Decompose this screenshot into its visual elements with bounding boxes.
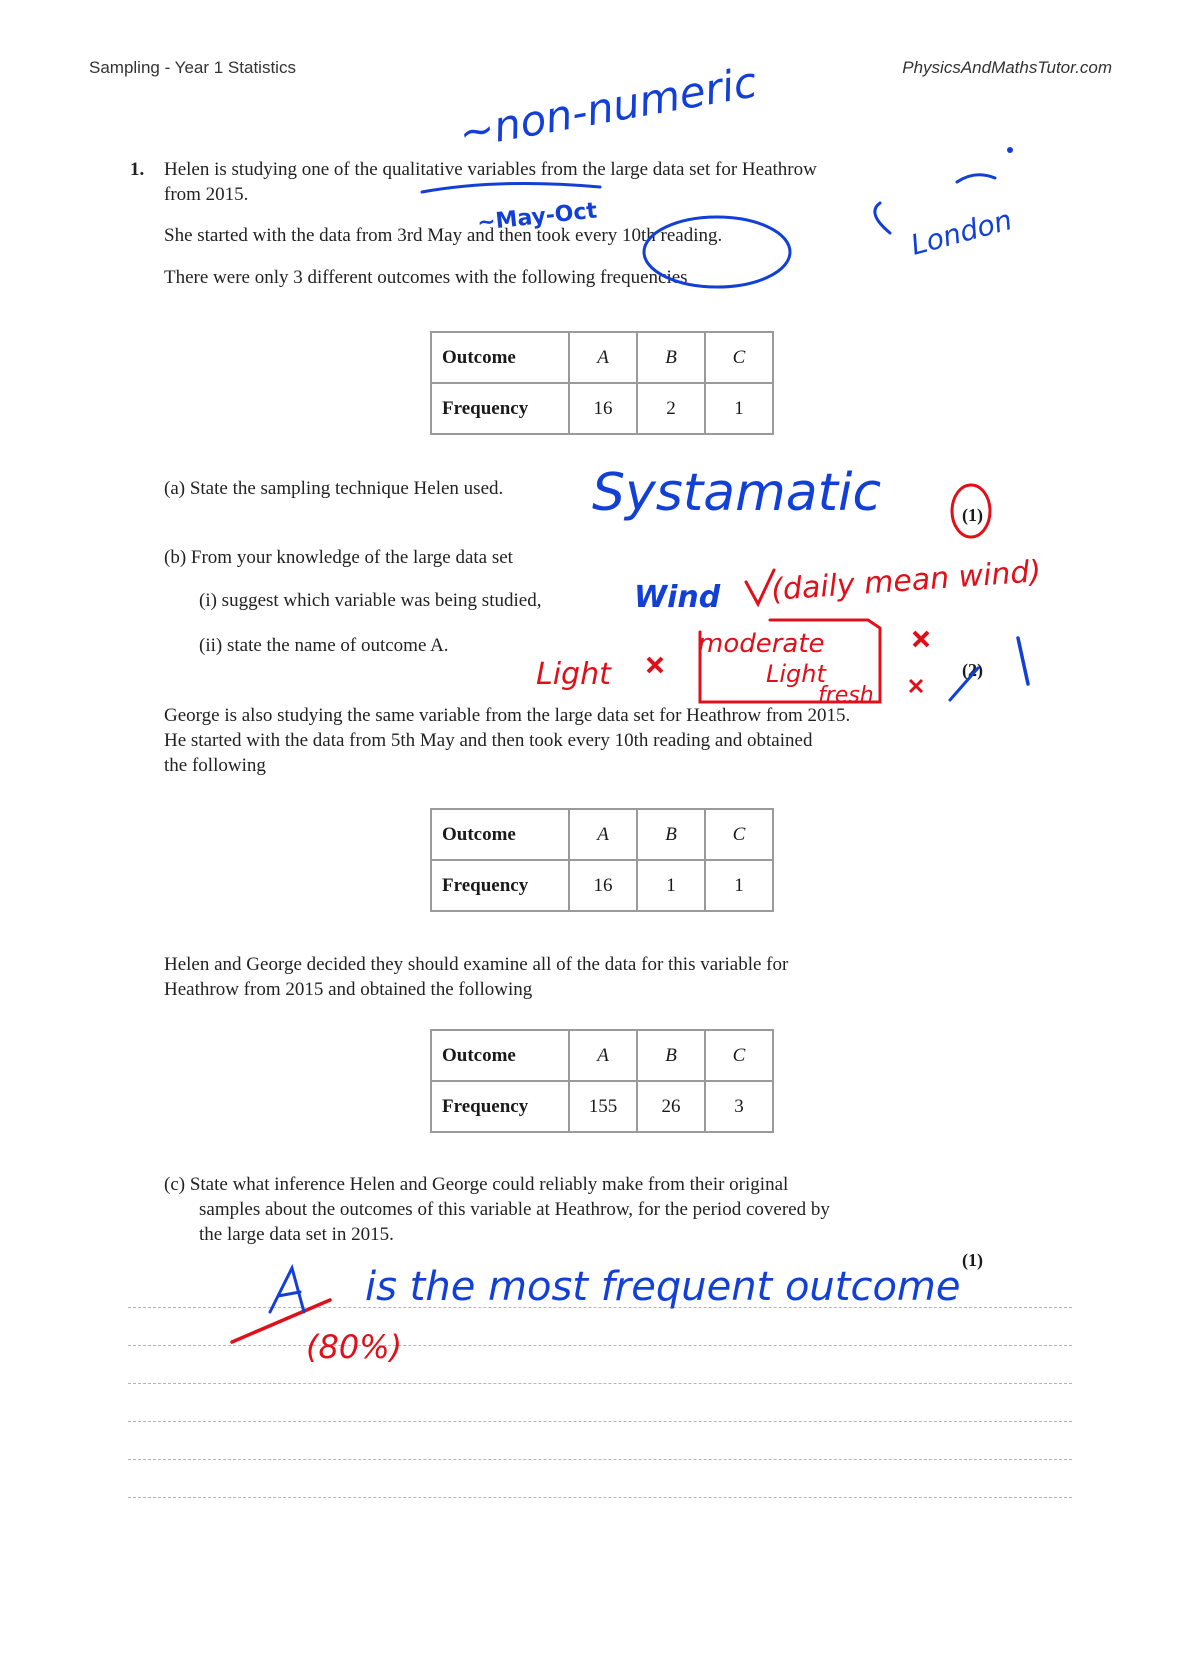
part-b-i: (i) suggest which variable was being studied, [199, 590, 542, 611]
table-cell: 2 [637, 383, 705, 434]
part-c-marks: (1) [962, 1250, 983, 1270]
annotation-daily-mean-wind: (daily mean wind) [770, 554, 1043, 608]
annotation-light: Light [766, 660, 826, 688]
answer-b-wind: Wind [634, 580, 721, 615]
table-cell: 1 [705, 383, 773, 434]
annotation-fresh: fresh [818, 683, 874, 708]
annotation-moderate: moderate [698, 629, 825, 659]
answer-b-light: Light [536, 657, 611, 692]
table-cell: 1 [705, 860, 773, 911]
table-cell: 16 [569, 383, 637, 434]
table-row-label: Frequency [431, 1081, 569, 1132]
part-a-marks: (1) [962, 505, 983, 525]
part-b-question: (b) From your knowledge of the large data set [164, 547, 513, 568]
intro-line-1: Helen is studying one of the qualitative variables from the large data set for Heathrow [164, 159, 817, 180]
answer-a-systematic: Systamatic [592, 463, 882, 523]
table-cell: B [637, 1030, 705, 1081]
part-c-line-2: samples about the outcomes of this variable at Heathrow, for the period covered by [199, 1199, 830, 1220]
table-cell: 3 [705, 1081, 773, 1132]
part-c-line-3: the large data set in 2015. [199, 1224, 394, 1245]
part-a-question: (a) State the sampling technique Helen used. [164, 478, 504, 499]
header-title: Sampling - Year 1 Statistics [89, 58, 296, 77]
part-b-marks: (2) [962, 660, 983, 680]
table-cell: A [569, 332, 637, 383]
table-row-label: Outcome [431, 332, 569, 383]
table-cell: C [705, 1030, 773, 1081]
circle-mark [644, 217, 790, 287]
table-cell: 155 [569, 1081, 637, 1132]
table-cell: B [637, 332, 705, 383]
annotation-london: London [907, 203, 1016, 262]
header-site: PhysicsAndMathsTutor.com [902, 58, 1112, 77]
table-row-label: Frequency [431, 860, 569, 911]
start-sentence: She started with the data from 3rd May and then took every 10th reading. [164, 225, 723, 246]
combined-line-2: Heathrow from 2015 and obtained the following [164, 979, 533, 1000]
george-line-2: He started with the data from 5th May and then took every 10th reading and obtained [164, 730, 813, 751]
marks-circle [952, 485, 990, 537]
annotation-non-numeric: ~non-numeric [455, 57, 761, 158]
george-line-1: George is also studying the same variable from the large data set for Heathrow from 2015. [164, 705, 851, 726]
table-row-label: Outcome [431, 1030, 569, 1081]
question-number: 1. [130, 159, 145, 180]
george-line-3: the following [164, 755, 266, 776]
mark-tally [1018, 638, 1028, 684]
answer-c-text: is the most frequent outcome [365, 1264, 961, 1310]
table-cell: A [569, 1030, 637, 1081]
answer-c-percent: (80%) [306, 1328, 403, 1366]
annotation-may-oct: ~May-Oct [476, 198, 599, 236]
underline-mark [422, 183, 600, 192]
part-b-ii: (ii) state the name of outcome A. [199, 635, 449, 656]
table-cell: 16 [569, 860, 637, 911]
table-cell: 26 [637, 1081, 705, 1132]
table-cell: B [637, 809, 705, 860]
outcomes-sentence: There were only 3 different outcomes with the following frequencies [164, 267, 688, 288]
table-cell: A [569, 809, 637, 860]
table-row-label: Outcome [431, 809, 569, 860]
combined-line-1: Helen and George decided they should examine all of the data for this variable for [164, 954, 789, 975]
table-row-label: Frequency [431, 383, 569, 434]
table-cell: C [705, 332, 773, 383]
intro-line-2: from 2015. [164, 184, 249, 205]
table-cell: C [705, 809, 773, 860]
table-cell: 1 [637, 860, 705, 911]
part-c-line-1: (c) State what inference Helen and George could reliably make from their original [164, 1174, 789, 1195]
